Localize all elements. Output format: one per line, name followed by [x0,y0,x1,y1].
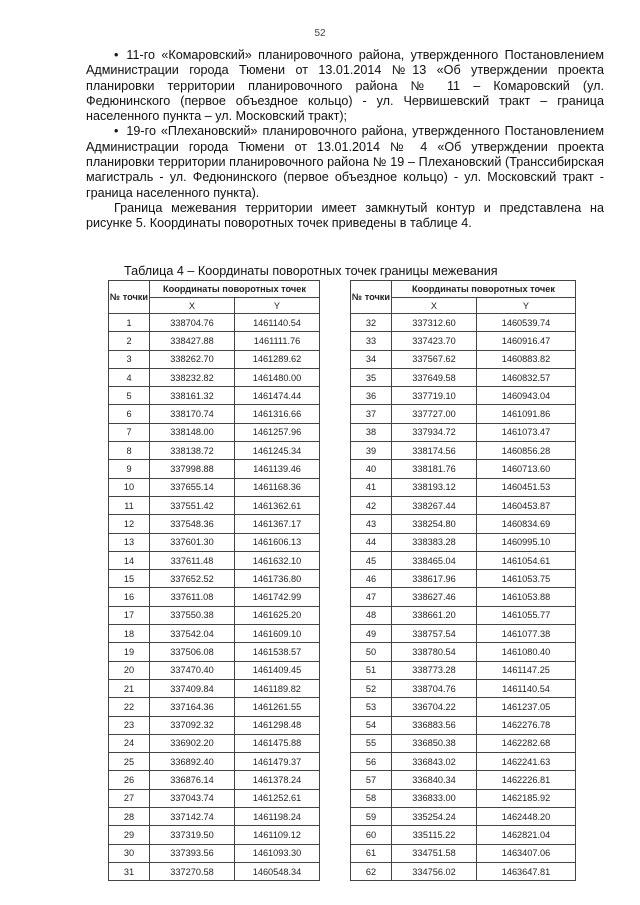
point-number-cell: 62 [351,862,392,880]
point-number-cell: 34 [351,350,392,368]
point-number-cell: 53 [351,698,392,716]
x-cell: 337611.08 [150,588,235,606]
x-cell: 337312.60 [392,314,477,332]
table-row [351,808,576,826]
x-cell: 338193.12 [392,478,477,496]
point-number-cell: 18 [109,625,150,643]
point-number-cell: 4 [109,368,150,386]
x-cell: 337043.74 [150,789,235,807]
table-row [109,314,320,332]
table-row [109,771,320,789]
point-number-cell: 24 [109,734,150,752]
table-row [351,442,576,460]
point-number-cell: 45 [351,551,392,569]
table-row [351,698,576,716]
table-row [351,862,576,880]
table-row [109,405,320,423]
y-cell: 1461140.54 [477,679,576,697]
coordinates-table-right [350,280,576,881]
y-cell: 1460451.53 [477,478,576,496]
x-cell: 337655.14 [150,478,235,496]
y-cell: 1461475.88 [235,734,320,752]
y-cell: 1461054.61 [477,551,576,569]
table-row [351,679,576,697]
x-cell: 337652.52 [150,570,235,588]
x-cell: 336883.56 [392,716,477,734]
x-cell: 337092.32 [150,716,235,734]
header-y: Y [477,298,576,314]
x-cell: 338232.82 [150,368,235,386]
y-cell: 1462185.92 [477,789,576,807]
x-cell: 337270.58 [150,862,235,880]
table-row [109,826,320,844]
point-number-cell: 60 [351,826,392,844]
x-cell: 337567.62 [392,350,477,368]
y-cell: 1461316.66 [235,405,320,423]
y-cell: 1460539.74 [477,314,576,332]
point-number-cell: 29 [109,826,150,844]
x-cell: 337548.36 [150,515,235,533]
x-cell: 337611.48 [150,551,235,569]
x-cell: 337470.40 [150,661,235,679]
point-number-cell: 51 [351,661,392,679]
y-cell: 1461736.80 [235,570,320,588]
y-cell: 1461168.36 [235,478,320,496]
x-cell: 334751.58 [392,844,477,862]
point-number-cell: 20 [109,661,150,679]
point-number-cell: 44 [351,533,392,551]
point-number-cell: 48 [351,606,392,624]
x-cell: 338757.54 [392,625,477,643]
x-cell: 337142.74 [150,808,235,826]
table-row [109,606,320,624]
point-number-cell: 7 [109,423,150,441]
x-cell: 337550.38 [150,606,235,624]
header-x: X [392,298,477,314]
x-cell: 336843.02 [392,753,477,771]
table-row [109,734,320,752]
x-cell: 338262.70 [150,350,235,368]
y-cell: 1461080.40 [477,643,576,661]
y-cell: 1460856.28 [477,442,576,460]
x-cell: 334756.02 [392,862,477,880]
header-coordinates: Координаты поворотных точек [150,281,320,298]
point-number-cell: 22 [109,698,150,716]
x-cell: 337998.88 [150,460,235,478]
table-row [109,332,320,350]
point-number-cell: 39 [351,442,392,460]
table-row [351,753,576,771]
table-row [109,808,320,826]
y-cell: 1460916.47 [477,332,576,350]
point-number-cell: 42 [351,496,392,514]
y-cell: 1460943.04 [477,387,576,405]
point-number-cell: 9 [109,460,150,478]
x-cell: 336850.38 [392,734,477,752]
point-number-cell: 1 [109,314,150,332]
table-row [109,698,320,716]
y-cell: 1461479.37 [235,753,320,771]
y-cell: 1461245.34 [235,442,320,460]
table-row [109,753,320,771]
header-coordinates: Координаты поворотных точек [392,281,576,298]
y-cell: 1460832.57 [477,368,576,386]
y-cell: 1461140.54 [235,314,320,332]
table-row [351,314,576,332]
point-number-cell: 14 [109,551,150,569]
point-number-cell: 25 [109,753,150,771]
table-row [351,405,576,423]
point-number-cell: 59 [351,808,392,826]
point-number-cell: 61 [351,844,392,862]
y-cell: 1461609.10 [235,625,320,643]
point-number-cell: 16 [109,588,150,606]
x-cell: 335115.22 [392,826,477,844]
table-row [109,442,320,460]
x-cell: 338174.56 [392,442,477,460]
x-cell: 337649.58 [392,368,477,386]
point-number-cell: 17 [109,606,150,624]
table-row [109,625,320,643]
page-number: 52 [314,28,326,39]
x-cell: 338427.88 [150,332,235,350]
table-row [109,588,320,606]
x-cell: 337393.56 [150,844,235,862]
y-cell: 1462821.04 [477,826,576,844]
point-number-cell: 37 [351,405,392,423]
x-cell: 336902.20 [150,734,235,752]
point-number-cell: 6 [109,405,150,423]
table-row [351,625,576,643]
coordinates-table-left [108,280,320,881]
header-x: X [150,298,235,314]
table-body-left [109,314,320,881]
x-cell: 336892.40 [150,753,235,771]
y-cell: 1461237.05 [477,698,576,716]
table-row [109,478,320,496]
point-number-cell: 50 [351,643,392,661]
x-cell: 336833.00 [392,789,477,807]
x-cell: 337409.84 [150,679,235,697]
point-number-cell: 26 [109,771,150,789]
point-number-cell: 8 [109,442,150,460]
x-cell: 337506.08 [150,643,235,661]
point-number-cell: 19 [109,643,150,661]
point-number-cell: 11 [109,496,150,514]
x-cell: 336704.22 [392,698,477,716]
x-cell: 338617.96 [392,570,477,588]
y-cell: 1461474.44 [235,387,320,405]
point-number-cell: 38 [351,423,392,441]
header-point-number: № точки [351,281,392,314]
x-cell: 337423.70 [392,332,477,350]
point-number-cell: 55 [351,734,392,752]
point-number-cell: 58 [351,789,392,807]
y-cell: 1461257.96 [235,423,320,441]
point-number-cell: 41 [351,478,392,496]
x-cell: 338661.20 [392,606,477,624]
x-cell: 338267.44 [392,496,477,514]
point-number-cell: 12 [109,515,150,533]
y-cell: 1461198.24 [235,808,320,826]
table-row [351,387,576,405]
paragraph-komarovsky: • 11-го «Комаровский» планировочного района, утвержденного Постановлением Администрации города Тюмени от 13.01.2014 №13 «Об утверждении проекта планировки территории планировочного района № 11 – Комаровский (ул. Федюнинского (первое объездное кольцо) - ул. Червишевский тракт – граница населенного пункта – ул. Московский тракт); [86,48,604,124]
table-row [109,844,320,862]
paragraph-plekhanovsky: • 19-го «Плехановский» планировочного района, утвержденного Постановлением Администрации города Тюмени от 13.01.2014 № 4 «Об утверждении проекта планировки территории планировочного района № 19 – Плехановский (Транссибирская магистраль - ул. Федюнинского (первое объездное кольцо) - ул. Московский тракт - граница населенного пункта). [86,124,604,200]
x-cell: 338704.76 [150,314,235,332]
x-cell: 336876.14 [150,771,235,789]
y-cell: 1461109.12 [235,826,320,844]
table-row [109,368,320,386]
table-row [109,643,320,661]
x-cell: 337319.50 [150,826,235,844]
point-number-cell: 54 [351,716,392,734]
point-number-cell: 21 [109,679,150,697]
table-row [351,826,576,844]
point-number-cell: 35 [351,368,392,386]
table-row [351,368,576,386]
table-row [109,533,320,551]
table-row [351,460,576,478]
point-number-cell: 32 [351,314,392,332]
table-row [351,716,576,734]
x-cell: 338465.04 [392,551,477,569]
y-cell: 1460995.10 [477,533,576,551]
x-cell: 336840.34 [392,771,477,789]
y-cell: 1461189.82 [235,679,320,697]
point-number-cell: 10 [109,478,150,496]
table-body-right [351,314,576,881]
x-cell: 337551.42 [150,496,235,514]
point-number-cell: 31 [109,862,150,880]
x-cell: 338704.76 [392,679,477,697]
y-cell: 1461378.24 [235,771,320,789]
y-cell: 1461298.48 [235,716,320,734]
y-cell: 1461077.38 [477,625,576,643]
point-number-cell: 40 [351,460,392,478]
x-cell: 338181.76 [392,460,477,478]
table-row [351,789,576,807]
y-cell: 1461606.13 [235,533,320,551]
point-number-cell: 23 [109,716,150,734]
table-caption: Таблица 4 – Координаты поворотных точек границы межевания [124,264,498,278]
y-cell: 1461055.77 [477,606,576,624]
table-row [109,460,320,478]
table-row [351,643,576,661]
y-cell: 1463647.81 [477,862,576,880]
point-number-cell: 28 [109,808,150,826]
x-cell: 338148.00 [150,423,235,441]
table-row [351,734,576,752]
y-cell: 1461091.86 [477,405,576,423]
header-point-number: № точки [109,281,150,314]
x-cell: 338383.28 [392,533,477,551]
x-cell: 337542.04 [150,625,235,643]
y-cell: 1461139.46 [235,460,320,478]
table-row [351,496,576,514]
point-number-cell: 3 [109,350,150,368]
point-number-cell: 15 [109,570,150,588]
y-cell: 1461632.10 [235,551,320,569]
y-cell: 1461053.88 [477,588,576,606]
y-cell: 1460548.34 [235,862,320,880]
y-cell: 1462448.20 [477,808,576,826]
y-cell: 1461538.57 [235,643,320,661]
y-cell: 1462241.63 [477,753,576,771]
y-cell: 1461147.25 [477,661,576,679]
table-row [351,570,576,588]
point-number-cell: 49 [351,625,392,643]
table-row [351,551,576,569]
table-row [109,716,320,734]
point-number-cell: 36 [351,387,392,405]
point-number-cell: 30 [109,844,150,862]
table-row [351,588,576,606]
y-cell: 1461053.75 [477,570,576,588]
point-number-cell: 47 [351,588,392,606]
table-row [351,515,576,533]
x-cell: 338780.54 [392,643,477,661]
y-cell: 1461289.62 [235,350,320,368]
y-cell: 1461742.99 [235,588,320,606]
table-row [109,789,320,807]
y-cell: 1462282.68 [477,734,576,752]
y-cell: 1460883.82 [477,350,576,368]
table-row [109,387,320,405]
table-row [109,551,320,569]
table-row [351,423,576,441]
x-cell: 338161.32 [150,387,235,405]
point-number-cell: 56 [351,753,392,771]
table-row [109,496,320,514]
point-number-cell: 33 [351,332,392,350]
y-cell: 1462226.81 [477,771,576,789]
point-number-cell: 5 [109,387,150,405]
x-cell: 337727.00 [392,405,477,423]
y-cell: 1461252.61 [235,789,320,807]
point-number-cell: 46 [351,570,392,588]
y-cell: 1463407.06 [477,844,576,862]
y-cell: 1461111.76 [235,332,320,350]
x-cell: 337934.72 [392,423,477,441]
table-row [351,771,576,789]
x-cell: 338170.74 [150,405,235,423]
x-cell: 337164.36 [150,698,235,716]
point-number-cell: 13 [109,533,150,551]
table-row [351,350,576,368]
x-cell: 337601.30 [150,533,235,551]
table-row [351,844,576,862]
table-row [351,332,576,350]
table-row [109,570,320,588]
table-row [109,350,320,368]
y-cell: 1461625.20 [235,606,320,624]
table-row [109,679,320,697]
body-text [86,48,604,232]
table-row [351,478,576,496]
y-cell: 1461261.55 [235,698,320,716]
point-number-cell: 2 [109,332,150,350]
header-y: Y [235,298,320,314]
point-number-cell: 27 [109,789,150,807]
y-cell: 1461367.17 [235,515,320,533]
x-cell: 338138.72 [150,442,235,460]
table-row [109,661,320,679]
table-row [109,515,320,533]
y-cell: 1461093.30 [235,844,320,862]
paragraph-boundary: Граница межевания территории имеет замкнутый контур и представлена на рисунке 5. Координаты поворотных точек приведены в таблице 4. [86,200,604,231]
y-cell: 1460453.87 [477,496,576,514]
x-cell: 335254.24 [392,808,477,826]
y-cell: 1461409.45 [235,661,320,679]
table-row [351,661,576,679]
table-row [109,862,320,880]
y-cell: 1462276.78 [477,716,576,734]
y-cell: 1461480.00 [235,368,320,386]
y-cell: 1461073.47 [477,423,576,441]
x-cell: 338254.80 [392,515,477,533]
point-number-cell: 57 [351,771,392,789]
point-number-cell: 52 [351,679,392,697]
x-cell: 338773.28 [392,661,477,679]
y-cell: 1461362.61 [235,496,320,514]
y-cell: 1460834.69 [477,515,576,533]
y-cell: 1460713.60 [477,460,576,478]
table-row [109,423,320,441]
x-cell: 337719.10 [392,387,477,405]
table-row [351,606,576,624]
table-row [351,533,576,551]
x-cell: 338627.46 [392,588,477,606]
point-number-cell: 43 [351,515,392,533]
